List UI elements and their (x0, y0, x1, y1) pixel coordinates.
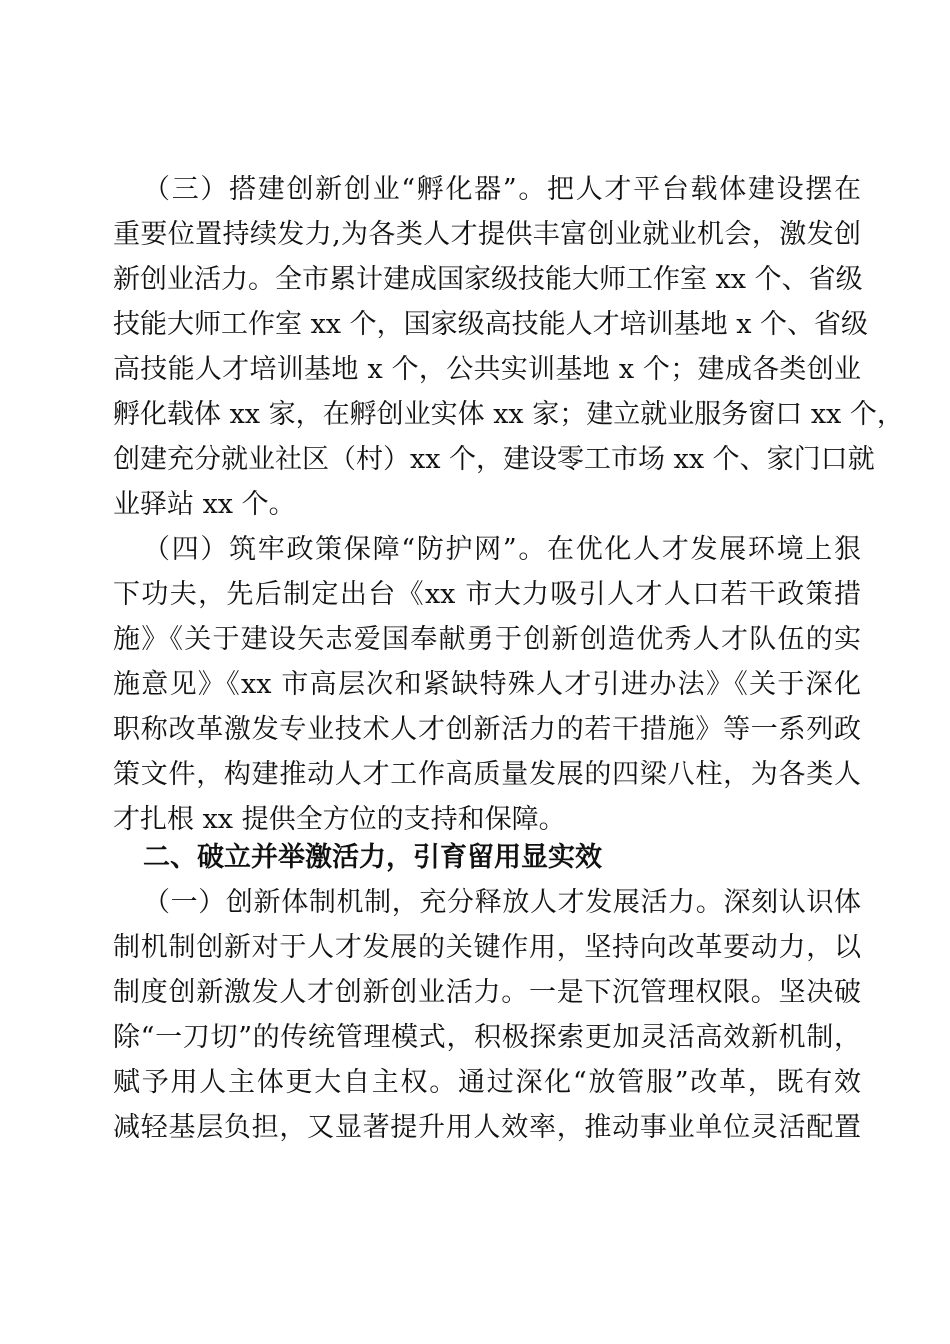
text-line: 下功夫，先后制定出台《xx 市大力吸引人才人口若干政策措 (113, 579, 861, 610)
text-line: 减轻基层负担，又显著提升用人效率，推动事业单位灵活配置 (113, 1112, 861, 1143)
text-line: 新创业活力。全市累计建成国家级技能大师工作室 xx 个、省级 (113, 264, 863, 295)
text-line: 赋予用人主体更大自主权。通过深化“放管服”改革，既有效 (113, 1067, 861, 1098)
text-line: 制度创新激发人才创新创业活力。一是下沉管理权限。坚决破 (113, 977, 861, 1008)
text-line: 施》《关于建设矢志爱国奉献勇于创新创造优秀人才队伍的实 (113, 624, 861, 655)
text-line: （一）创新体制机制，充分释放人才发展活力。深刻认识体 (143, 887, 861, 918)
text-line: 才扎根 xx 提供全方位的支持和保障。 (113, 804, 566, 835)
text-line: 除“一刀切”的传统管理模式，积极探索更加灵活高效新机制， (113, 1022, 861, 1053)
text-line: 创建充分就业社区（村）xx 个，建设零工市场 xx 个、家门口就 (113, 444, 875, 475)
text-line: 高技能人才培训基地 x 个，公共实训基地 x 个；建成各类创业 (113, 354, 861, 385)
text-line: 业驿站 xx 个。 (113, 489, 296, 520)
text-line: （四）筑牢政策保障“防护网”。在优化人才发展环境上狠 (143, 534, 861, 565)
text-line: 制机制创新对于人才发展的关键作用，坚持向改革要动力，以 (113, 932, 861, 963)
section-heading: 二、破立并举激活力，引育留用显实效 (143, 842, 602, 873)
text-line: 重要位置持续发力,为各类人才提供丰富创业就业机会，激发创 (113, 219, 861, 250)
text-line: 职称改革激发专业技术人才创新活力的若干措施》等一系列政 (113, 714, 861, 745)
text-line: 技能大师工作室 xx 个，国家级高技能人才培训基地 x 个、省级 (113, 309, 869, 340)
text-line: （三）搭建创新创业“孵化器”。把人才平台载体建设摆在 (143, 174, 861, 205)
text-line: 孵化载体 xx 家，在孵创业实体 xx 家；建立就业服务窗口 xx 个， (113, 399, 904, 430)
text-line: 策文件，构建推动人才工作高质量发展的四梁八柱，为各类人 (113, 759, 861, 790)
text-line: 施意见》《xx 市高层次和紧缺特殊人才引进办法》《关于深化 (113, 669, 861, 700)
